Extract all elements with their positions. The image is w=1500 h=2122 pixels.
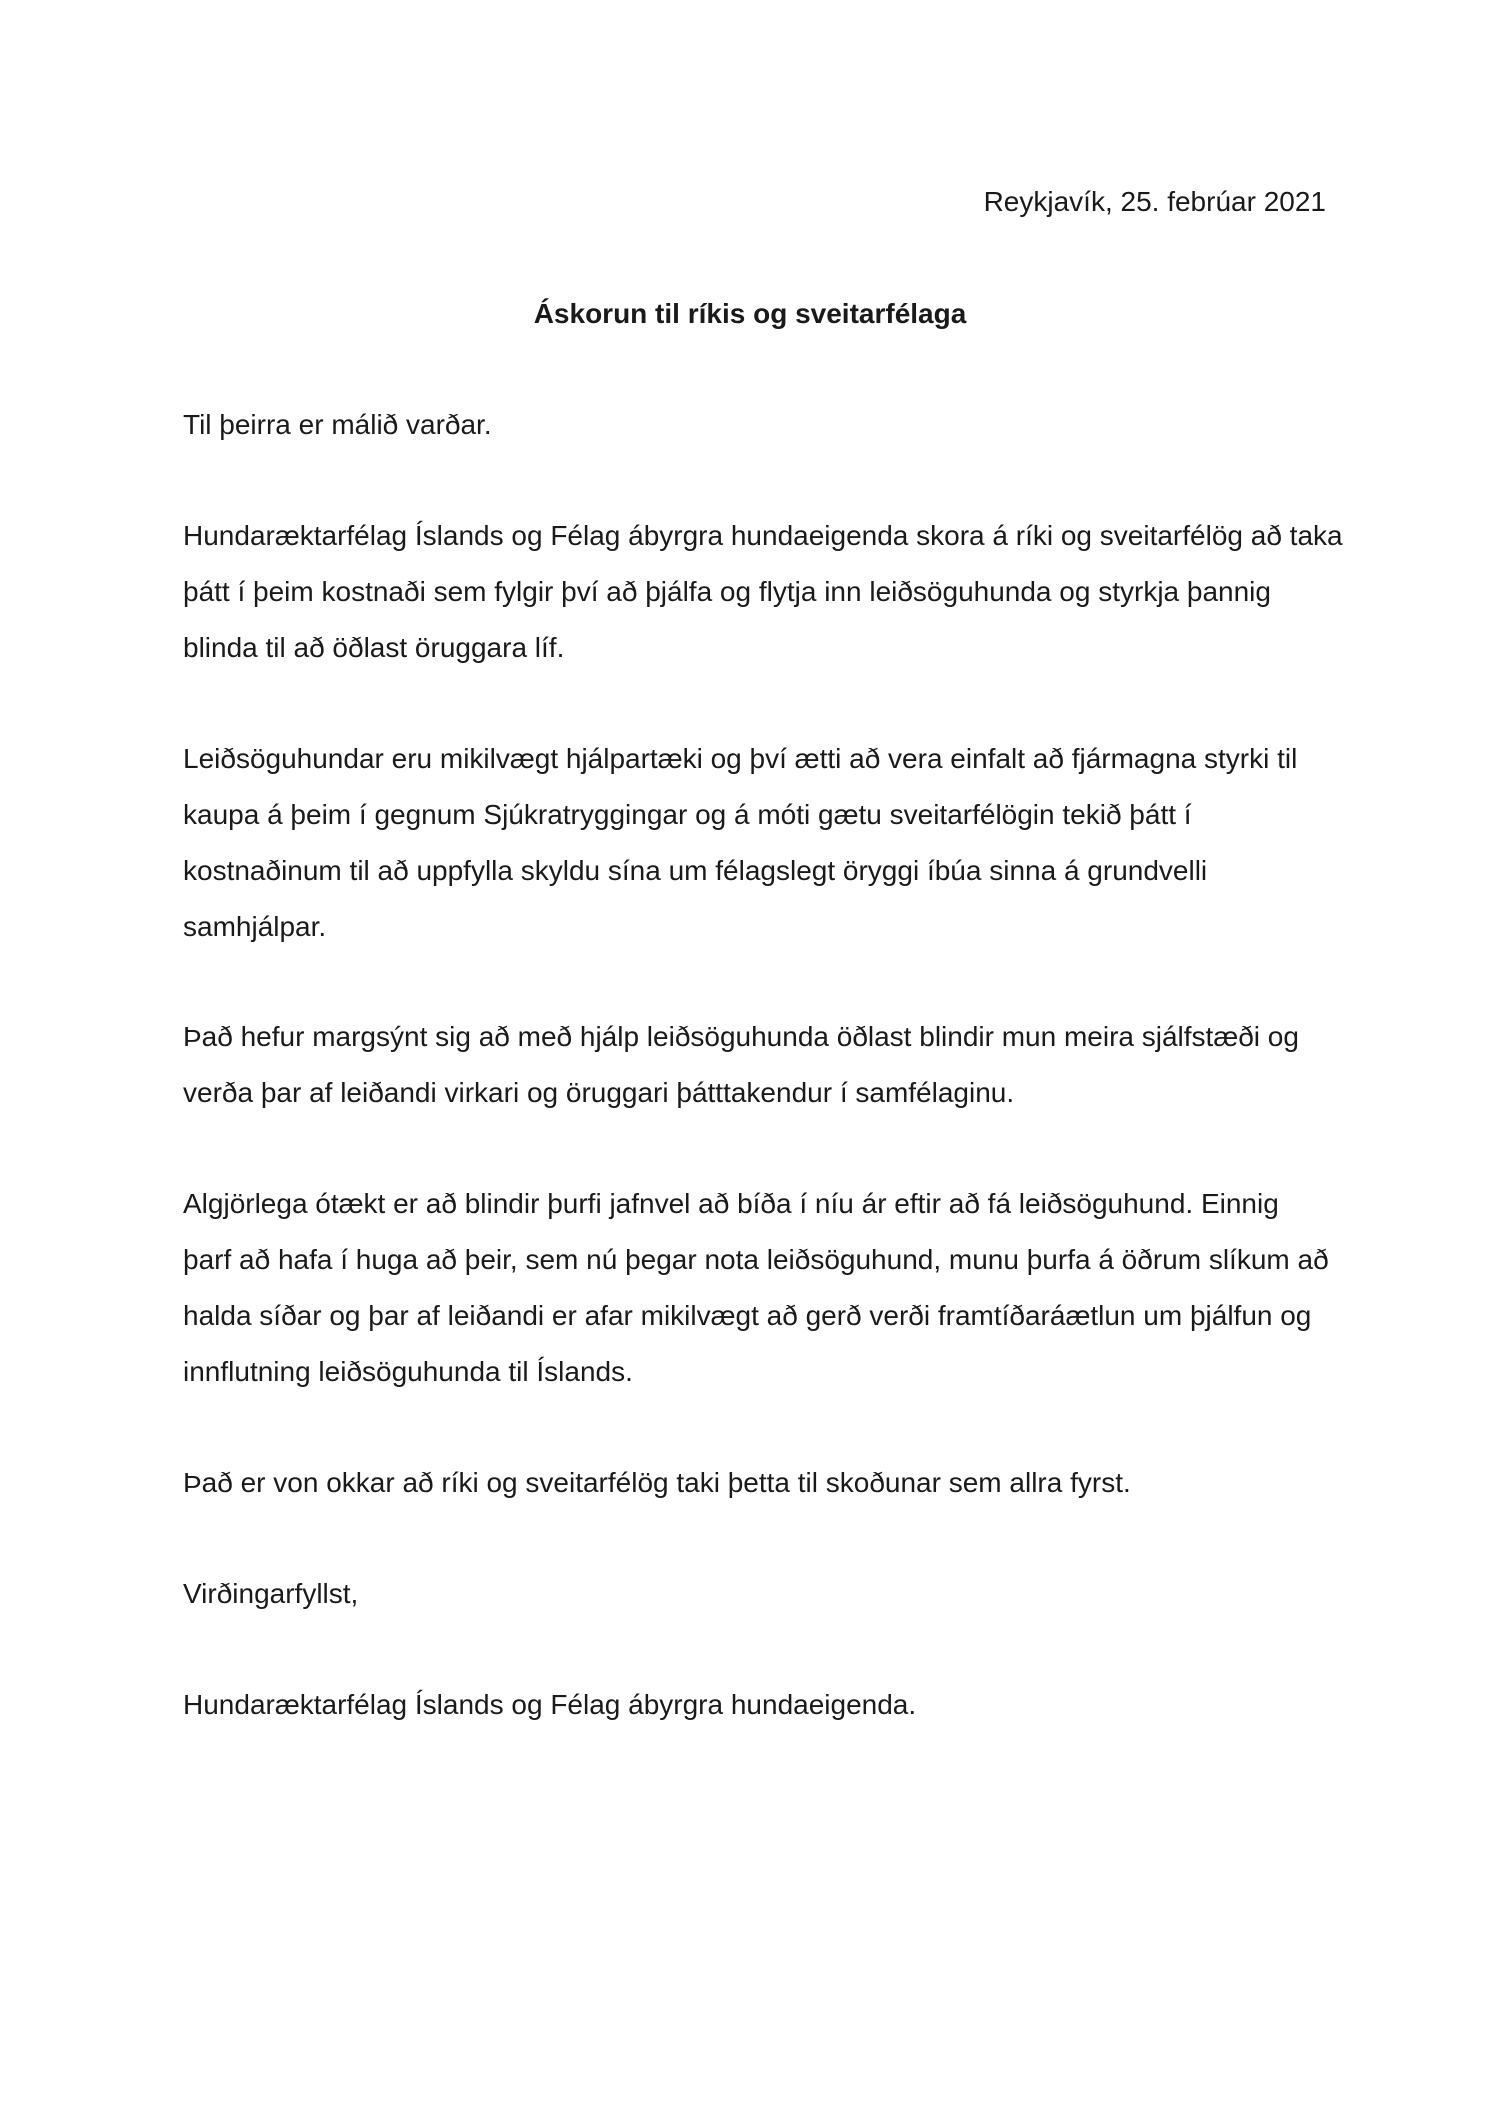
signature xyxy=(183,1677,1333,1733)
paragraph-1 xyxy=(183,508,1343,676)
paragraph-line: verða þar af leiðandi virkari og öruggari þátttakendur í samfélaginu. xyxy=(183,1077,1015,1108)
paragraph-line: halda síðar og þar af leiðandi er afar mikilvægt að gerð verði framtíðaráætlun um þjálfun og xyxy=(183,1300,1312,1331)
paragraph-line: Algjörlega ótækt er að blindir þurfi jafnvel að bíða í níu ár eftir að fá leiðsöguhund. Einnig xyxy=(183,1188,1279,1219)
paragraph-line: innflutning leiðsöguhunda til Íslands. xyxy=(183,1356,633,1387)
closing-line: Virðingarfyllst, xyxy=(183,1578,359,1609)
paragraph-line: þátt í þeim kostnaði sem fylgir því að þjálfa og flytja inn leiðsöguhunda og styrkja þannig xyxy=(183,576,1271,607)
paragraph-line: kostnaðinum til að uppfylla skyldu sína um félagslegt öryggi íbúa sinna á grundvelli xyxy=(183,855,1208,886)
paragraph-line: Það er von okkar að ríki og sveitarfélög taki þetta til skoðunar sem allra fyrst. xyxy=(183,1467,1131,1498)
paragraph-line: Hundaræktarfélag Íslands og Félag ábyrgra hundaeigenda skora á ríki og sveitarfélög að taka xyxy=(183,520,1343,551)
letter-date: Reykjavík, 25. febrúar 2021 xyxy=(983,186,1326,217)
paragraph-line: þarf að hafa í huga að þeir, sem nú þegar nota leiðsöguhund, munu þurfa á öðrum slíkum að xyxy=(183,1244,1329,1275)
paragraph-line: samhjálpar. xyxy=(183,911,327,942)
signature-line: Hundaræktarfélag Íslands og Félag ábyrgra hundaeigenda. xyxy=(183,1689,917,1720)
paragraph-line: blinda til að öðlast öruggara líf. xyxy=(183,632,565,663)
letter-title: Áskorun til ríkis og sveitarfélaga xyxy=(533,298,967,329)
paragraph-2 xyxy=(183,731,1333,955)
salutation-line: Til þeirra er málið varðar. xyxy=(183,409,492,440)
paragraph-line: kaupa á þeim í gegnum Sjúkratryggingar og á móti gætu sveitarfélögin tekið þátt í xyxy=(183,799,1192,830)
paragraph-line: Það hefur margsýnt sig að með hjálp leiðsöguhunda öðlast blindir mun meira sjálfstæði og xyxy=(183,1021,1299,1052)
paragraph-4 xyxy=(183,1176,1333,1400)
paragraph-line: Leiðsöguhundar eru mikilvægt hjálpartæki og því ætti að vera einfalt að fjármagna styrki til xyxy=(183,743,1298,774)
salutation xyxy=(183,397,1333,453)
paragraph-3 xyxy=(183,1009,1333,1121)
paragraph-5 xyxy=(183,1455,1333,1511)
closing xyxy=(183,1566,1333,1622)
